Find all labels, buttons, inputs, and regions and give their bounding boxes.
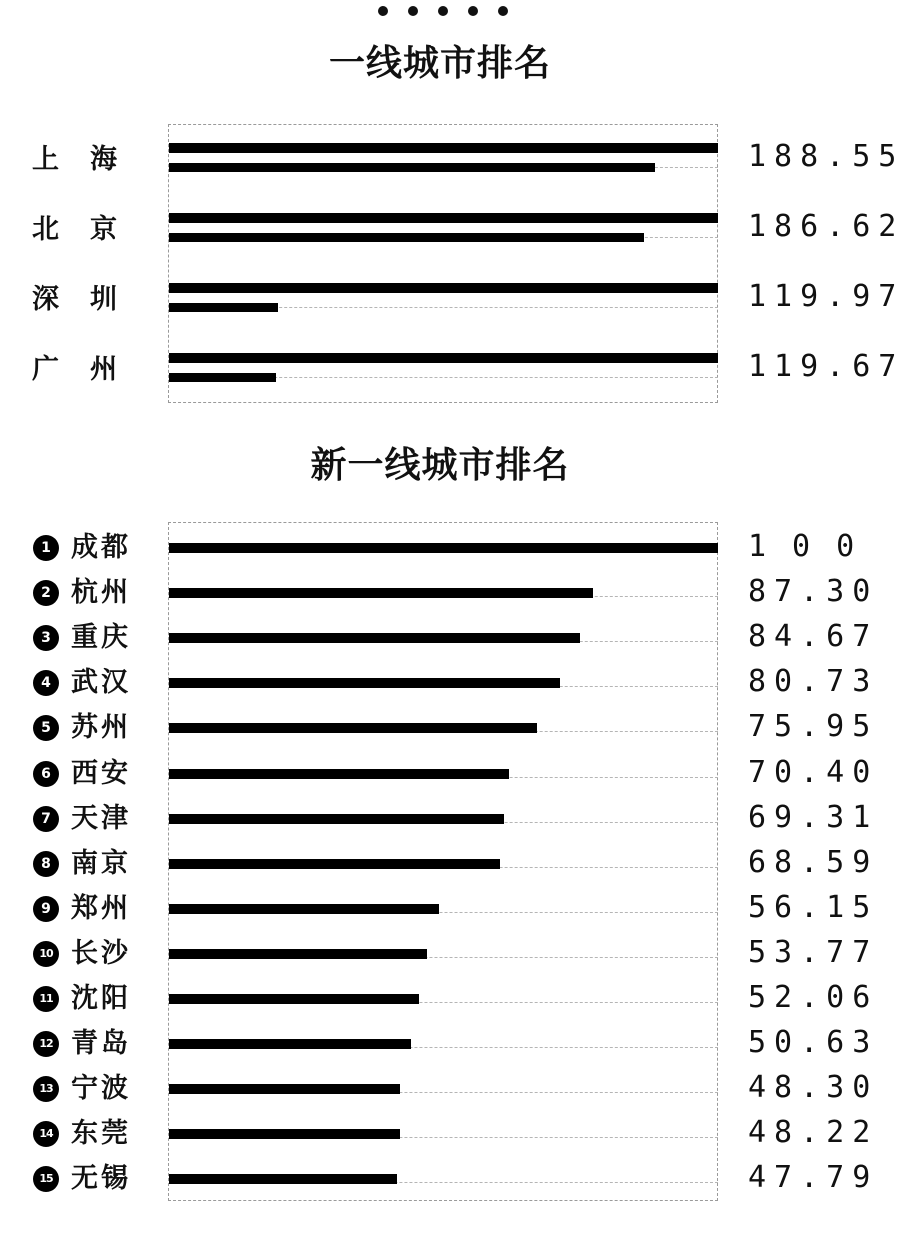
city-label: 北 京 [32,214,119,245]
value-bar [169,678,560,688]
value-label: 48.22 [748,1115,879,1150]
value-label: 68.59 [748,845,879,880]
dot-icon [468,6,478,16]
dot-icon [438,6,448,16]
value-bar [169,949,427,959]
value-bar [169,373,276,382]
value-bar [169,1039,411,1049]
value-label: 52.06 [748,980,879,1015]
decorative-dots [0,6,880,20]
city-label: 上 海 [32,144,119,175]
value-label: 69.31 [748,800,879,835]
city-label: 杭州 [71,577,131,608]
value-bar [169,1174,397,1184]
value-label: 188.55 [748,139,904,174]
dot-icon [498,6,508,16]
value-label: 186.62 [748,209,904,244]
rank-badge: 5 [33,715,59,741]
value-bar [169,904,439,914]
value-label: 70.40 [748,755,879,790]
chart-title-newtier1: 新一线城市排名 [310,445,570,486]
city-label: 南京 [71,848,131,879]
rank-badge: 1 [33,535,59,561]
city-label: 成都 [71,532,131,563]
city-label: 东莞 [71,1118,131,1149]
value-bar [169,994,419,1004]
dot-icon [408,6,418,16]
rank-badge: 4 [33,670,59,696]
value-label: 84.67 [748,619,879,654]
value-bar [169,814,504,824]
rank-badge: 8 [33,851,59,877]
value-label: 87.30 [748,574,879,609]
rank-badge: 6 [33,761,59,787]
value-label: 100 [748,529,881,564]
city-label: 宁波 [71,1073,131,1104]
city-label: 沈阳 [71,983,131,1014]
value-bar [169,588,593,598]
city-label: 武汉 [71,667,131,698]
city-label: 郑州 [71,893,131,924]
city-label: 无锡 [71,1163,131,1194]
value-bar [169,543,718,553]
value-bar [169,1084,400,1094]
city-label: 长沙 [71,938,131,969]
reference-bar [169,213,718,223]
rank-badge: 15 [33,1166,59,1192]
rank-badge: 10 [33,941,59,967]
rank-badge: 11 [33,986,59,1012]
rank-badge: 12 [33,1031,59,1057]
value-bar [169,769,509,779]
city-label: 天津 [71,803,131,834]
value-bar [169,859,500,869]
rank-badge: 13 [33,1076,59,1102]
dot-icon [378,6,388,16]
value-bar [169,723,537,733]
reference-bar [169,143,718,153]
city-label: 深 圳 [32,284,119,315]
value-bar [169,633,580,643]
value-label: 119.67 [748,349,904,384]
city-label: 青岛 [71,1028,131,1059]
value-label: 75.95 [748,709,879,744]
value-bar [169,233,644,242]
rank-badge: 14 [33,1121,59,1147]
value-bar [169,163,655,172]
city-label: 苏州 [71,712,131,743]
value-label: 119.97 [748,279,904,314]
value-label: 50.63 [748,1025,879,1060]
value-label: 48.30 [748,1070,879,1105]
rank-badge: 9 [33,896,59,922]
rank-badge: 7 [33,806,59,832]
value-bar [169,1129,400,1139]
reference-bar [169,353,718,363]
value-label: 47.79 [748,1160,879,1195]
city-label: 重庆 [71,622,131,653]
chart-title-tier1: 一线城市排名 [328,43,551,84]
value-label: 56.15 [748,890,879,925]
value-bar [169,303,278,312]
city-label: 广 州 [32,354,119,385]
rank-badge: 2 [33,580,59,606]
city-label: 西安 [71,758,131,789]
reference-bar [169,283,718,293]
rank-badge: 3 [33,625,59,651]
value-label: 80.73 [748,664,879,699]
value-label: 53.77 [748,935,879,970]
